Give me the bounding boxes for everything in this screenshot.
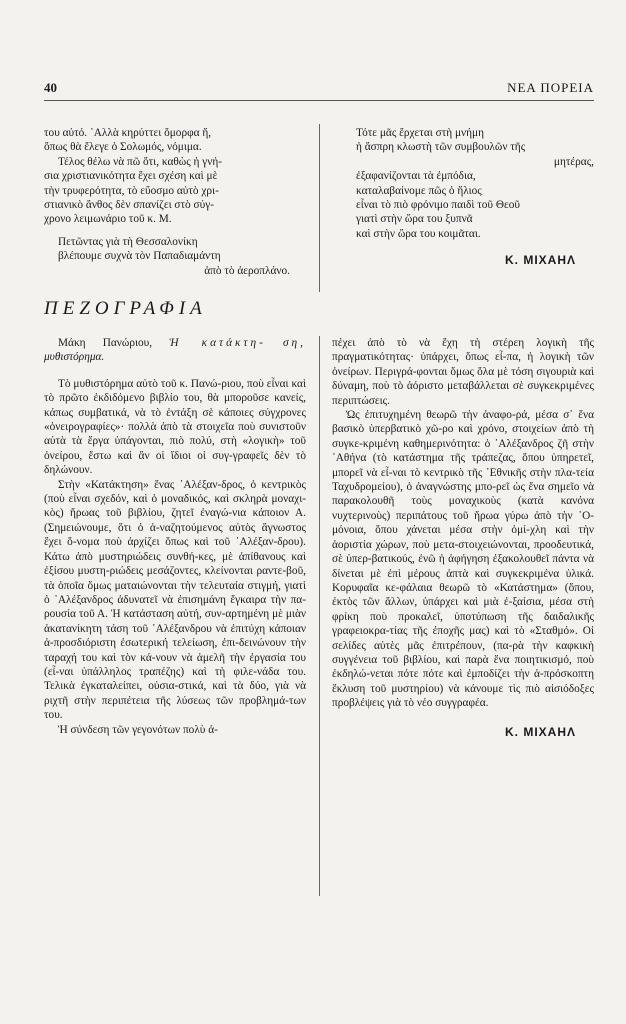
section-title: ΠΕΖΟΓΡΑΦΙΑ bbox=[44, 298, 207, 319]
page-number: 40 bbox=[44, 80, 57, 95]
poem-line: βλέπουμε συχνὰ τὸν Παπαδιαμάντη bbox=[58, 250, 221, 263]
book-genre: μυθιστόρημα. bbox=[44, 351, 105, 364]
top-left-column bbox=[44, 126, 290, 278]
book-title: Ἡ κατάκτη- bbox=[169, 337, 266, 349]
column-divider-top bbox=[319, 124, 320, 292]
book-author: Μάκη Πανώριου, bbox=[58, 337, 153, 349]
book-title-cont: ση, bbox=[282, 337, 306, 349]
paragraph: Τὸ μυθιστόρημα αὐτὸ τοῦ κ. Πανώ-ριου, ποὺ εἶναι καὶ τὸ πρῶτο ἐκδιδόμενο βιβλίο του, θὰ μποροῦσε κανείς, κάπως συμβατικά, νὰ τὸ ἐντάξη σὲ κάποιες σύγχρονες «ὀνειρογραφίες»· πολλὰ ἀπὸ τὰ στοιχεῖα ποὺ συνιστοῦν αὐτὰ τὰ ἔργα ὑπάγονται, πιὸ πολύ, στὴ «λογικὴ» τοῦ ὀνείρου, ἔστω καὶ ἂν οἱ ἴδιοι οἱ συγ-γραφεῖς δὲν τὸ δηλώνουν. bbox=[44, 377, 306, 477]
magazine-title: ΝΕΑ ΠΟΡΕΙΑ bbox=[507, 80, 594, 95]
poem-line: μητέρας, bbox=[553, 155, 594, 168]
poem-left bbox=[44, 235, 290, 278]
poem-line: ἐξαφανίζονται τὰ ἐμπόδια, bbox=[356, 170, 476, 183]
text-line: τὴν τρυφερότητα, τὸ εὔοσμο αὐτὸ χρι- bbox=[44, 184, 219, 197]
paragraph: Ἡ σύνδεση τῶν γεγονότων πολὺ ἀ- bbox=[58, 723, 218, 736]
text-line: του αὐτό. ᾿Αλλὰ κηρύττει ὄμορφα ἤ, bbox=[44, 127, 212, 139]
text-line: Τέλος θέλω νὰ πῶ ὅτι, καθὼς ἡ γνή- bbox=[58, 155, 223, 168]
page-header bbox=[0, 0, 626, 110]
paragraph: Ὡς ἐπιτυχημένη θεωρῶ τὴν ἀναφο-ρά, μέσα σ᾿ ἕνα βασικὸ ὑπερβατικὸ χῶ-ρο καὶ χρόνο, στοιχείων ἀπὸ τὴ συγκε-κριμένη καθημερινότητα: ὁ ᾿Αλέξανδρος ζῆ στὴν ᾿Αθήνα (τὸ κατάστημα τῆς τράπεζας, ὅπου ὑπηρετεῖ, μπορεῖ νὰ εἶ-ναι τὸ κεντρικὸ τῆς ᾿Εθνικῆς στὴν πλα-τεία Ταχυδρομείου), ὁ ἀναγνώστης μπο-ρεῖ ὡς ἕνα σημεῖο νὰ παρακολουθῆ τοὺς μοναχικοὺς (κατὰ κανόνα νυχτερινοὺς) περιπάτους τοῦ ἥρωα γύρω ἀπὸ τὴν ᾿Ο-μόνοια, ὅπου χάνεται μέσα στὴν ὁμί-χλη καὶ τὴν ἀοριστία χώρων, ποὺ μετα-στοιχειώνονται, προοδευτικά, σὲ ὑπερ-βατικούς, ἐνῶ ἡ ἀφήγηση ἐξακολουθεῖ πάντα νὰ δίνεται μὲ ἐπὶ μέρους ἀπτὰ καὶ συγκεκριμένα ὑλικά. Κορυφαῖα κε-φάλαια θεωρῶ τὸ «Κατάστημα» (ὅπου, ἐκτὸς τῶν ἄλλων, ὑπάρχει καὶ μιὰ ἐ-ξαίσια, μέσα στὴ φρίκη ποὺ προκαλεῖ, ὑποτύπωση τῆς δαιδαλικῆς γραφειοκρα-τίας τῆς ἐποχῆς μας) καὶ τὸ «Σταθμό». Οἱ σελίδες αὐτὲς μᾶς ἐπιτρέπουν, (πα-ρὰ τὴν καφκικὴ συγγένεια τοῦ βιβλίου, καὶ παρὰ ἕνα ποιητικισμό, ποὺ ἐκδηλώ-νεται πότε πότε καὶ ἐμποδίζει τὴν ἀ-πρόσκοπτη ἔκλυση τοῦ μυστηρίου) νὰ κάνουμε τὶς πιὸ αἰσιόδοξες προβλέψεις γιὰ τὸ νέο συγγραφέα. bbox=[332, 409, 594, 710]
poem-line: ἀπὸ τὸ ἀεροπλάνο. bbox=[204, 264, 290, 277]
poem-line: καταλαβαίνομε πῶς ὁ ἥλιος bbox=[356, 184, 482, 197]
text-line: ὅπως θὰ ἔλεγε ὁ Σολωμός, νόμιμα. bbox=[44, 141, 202, 154]
book-heading bbox=[44, 336, 306, 365]
signature-bottom: Κ. ΜΙΧΑΗΛ bbox=[504, 724, 576, 739]
poem-line: εἶναι τὸ πιὸ φρόνιμο παιδὶ τοῦ Θεοῦ bbox=[356, 199, 520, 212]
text-line: χρονο λειμωνάριο τοῦ κ. Μ. bbox=[44, 213, 172, 226]
text-line: σια χριστιανικότητα ἔχει σχέση καὶ μὲ bbox=[44, 170, 218, 183]
paragraph: Στὴν «Κατάκτηση» ἕνας ᾿Αλέξαν-δρος, ὁ κεντρικὸς (ποὺ εἶναι σχεδόν, καὶ ὁ μοναδικός, καὶ σκληρὰ μοναχι-κὸς) ἥρωας τοῦ βιβλίου, ζητεῖ ἐναγώ-νια κάποιον Α. (Σημειώνουμε, ὅτι ὁ ἀ-ναζητούμενος αὐτὸς ἄγνωστος ἔχει ὄ-νομα ποὺ ἀρχίζει ὅπως καὶ τοῦ ᾿Αλέξαν-δρου). Κάτω ἀπὸ μυστηριώδεις συνθή-κες, μὲ ἀπίθανους καὶ ἐξίσου μυστη-ριώδεις μεσάζοντες, κλείνονται ραντε-βοῦ, τὰ ὁποῖα ὅμως ματαιώνονται τὴν τελευταία στιγμή, γιατὶ ὁ ᾿Αλέξανδρος ἀδυνατεῖ νὰ ἐπισημάνη ἔγκαιρα τὴν πα-ρουσία τοῦ Α. Ἡ κατάσταση αὐτή, συν-αρτημένη μὲ μιὰν ἀκατανίκητη τάση τοῦ ᾿Αλέξανδρου νὰ ἐπιτύχη κάποιαν ἀ-προσδιόριστη ἐσωτερική τελείωση, ἐπι-δεινώνουν τὴν ταραχή του καὶ τὸν κά-νουν νὰ ἀμελῆ τὴν ἐργασία του (εἶ-ναι ὑπάλληλος τραπέζης) καὶ τὴ φιλε-νάδα του. Τελικὰ ἐγκαταλείπει, οὐσια-στικά, καὶ τὰ δύο, γιὰ νὰ ριχτῆ στὴν περιπέτεια τῆς λύσεως τῶν προβλημά-των του. bbox=[44, 478, 306, 722]
right-column bbox=[332, 336, 594, 739]
text-line: στιανικὸ ἄνθος δὲν σπανίζει στὸ σύγ- bbox=[44, 199, 214, 212]
poem-line: γιατὶ στὴν ὥρα του ξυπνᾶ bbox=[356, 213, 473, 226]
header-rule bbox=[44, 100, 594, 101]
poem-line: Πετῶντας γιὰ τὴ Θεσσαλονίκη bbox=[58, 235, 198, 248]
poem-line: Τότε μᾶς ἔρχεται στὴ μνήμη bbox=[356, 127, 485, 139]
poem-line: ἡ ἄσπρη κλωστὴ τῶν συμβουλῶν τῆς bbox=[356, 141, 526, 154]
left-column bbox=[44, 336, 306, 737]
poem-line: καὶ στὴν ὥρα του κοιμᾶται. bbox=[356, 227, 481, 240]
column-divider-bottom bbox=[319, 336, 320, 896]
signature-top: Κ. ΜΙΧΑΗΛ bbox=[504, 253, 576, 268]
paragraph: πέχει ἀπὸ τὸ νὰ ἔχη τὴ στέρεη λογικὴ τῆς πραγματικότητας· ὑπάρχει, ὅπως εἶ-πα, ἡ λογικὴ τῶν ὀνείρων. Περιγρά-φονται ὅμως ὅλα μὲ τόση σιγουριὰ καὶ δύναμη, ποὺ τὸ ἀόριστο μεταβάλλεται σὲ συγκεκριμένες περιπτώσεις. bbox=[332, 337, 594, 407]
top-right-poem bbox=[356, 126, 594, 268]
